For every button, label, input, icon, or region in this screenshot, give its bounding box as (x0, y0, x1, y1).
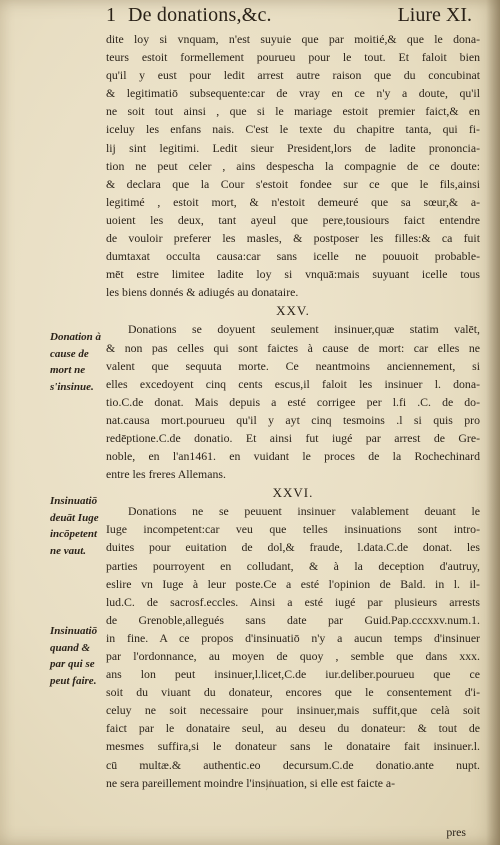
text-line: cū multæ.& authentic.eo decursum.C.de donatio.ante nupt. (106, 757, 480, 772)
text-line: Donations ne se peuuent insinuer valablement deuant le (128, 504, 480, 519)
text-line: redēptione.C.de donatio. Et ainsi fut iugé par arrest de Gre- (106, 430, 480, 445)
text-line: teurs estoit formellement pourueu pour le tout. Et faloit bien (106, 50, 480, 65)
text-line: eslire vn Iuge à leur poste.Ce a esté l'opinion de Bald. in l. il- (106, 576, 480, 591)
page-number: 1 (106, 4, 116, 26)
text-line: ne sera pareillement moindre l'insinuation, si elle est faicte a- (106, 775, 396, 790)
text-body (106, 30, 480, 792)
text-line: legitimé , estoit mort, & n'estoit demeuré que sa sœur,& a- (106, 194, 480, 209)
paragraph-block (106, 320, 480, 483)
text-line: mēt estre limitee ladite loy si vnquā:mais suyuant icelle tous (106, 267, 480, 282)
text-line: de Grenoble,allegués sans date par Guid.Pap.cccxxv.num.1. (106, 612, 480, 627)
text-line: parties pourroyent en colludant, & à la deception d'autruy, (106, 558, 480, 573)
text-line: tion ne peut celer , ains despescha la compagnie de ce doute: (106, 158, 480, 173)
text-line: & legitimatiō subsequente:car de vray en ce n'y a doute, qu'il (106, 86, 480, 101)
text-line: elles excedoyent cinq cents escus,il faloit les insinuer l. dona- (106, 376, 480, 391)
paragraph-block (106, 502, 480, 792)
section-heading-xxv: XXV. (276, 303, 310, 319)
text-line: & declara que la Cour s'estoit fondee sur ce que le fils,ainsi (106, 176, 480, 191)
text-line: qu'il y eust pour ledit arrest autre raison que du concubinat (106, 68, 480, 83)
text-line: de vouloir preferer les masles, & postposer les filles:& ca fuit (106, 231, 480, 246)
text-line: lij sint legitimi. Ledit sieur President,lors de ladite prononcia- (106, 140, 480, 155)
text-line: nat.causa mort.pourueu qu'il y ayt cinq tesmoins .l si quis pro (106, 412, 480, 427)
running-title: De donations,&c. (128, 4, 272, 26)
margin-note: Insinuatiō deuāt Iuge incōpetent ne vaut. (50, 495, 99, 557)
text-line: ans lon peut insinuer,l.licet,C.de iur.deliber.pourueu que ce (106, 667, 480, 682)
text-line: iceluy les enfans nais. C'est le texte du chapitre tanta, qui fi- (106, 122, 480, 137)
text-line: mesmes suffira,si le donateur sans le donataire fait insinuer.l. (106, 739, 480, 754)
text-line: soit du viuant du donateur, encores que le consentement d'i- (106, 685, 480, 700)
text-line: dite loy si vnquam, n'est suyuie que par moitié,& que le dona- (106, 32, 480, 46)
text-line: & non pas celles qui sont faictes à cause de mort: car elles ne (106, 340, 480, 355)
book-number: Liure XI. (397, 4, 472, 26)
text-line: Donations se doyuent seulement insinuer,quæ statim valēt, (128, 322, 480, 337)
text-line: faict par le donataire seul, au deseu du donateur: & tout de (106, 721, 480, 736)
section-heading-xxvi: XXVI. (272, 485, 314, 501)
text-line: in fine. A ce propos d'insinuatiō n'y a aucun temps d'insinuer (106, 630, 480, 645)
text-line: uoient les deux, tant ayeul que pere,tousiours faict entendre (106, 212, 480, 227)
text-line: dumtaxat occulta causa:car sans icelle ne pouuoit probable- (106, 249, 480, 264)
text-line: les biens donnés & adiugés au donataire. (106, 285, 299, 300)
catchword: pres (446, 825, 466, 839)
text-line: Iuge incompetent:car veu que telles insinuations sont intro- (106, 522, 480, 537)
text-line: noble, en l'an1461. en vuidant le proces de la Rochechinard (106, 449, 480, 464)
text-line: tio.C.de donat. Mais depuis a esté corrigee per l.fi .C. de do- (106, 394, 480, 409)
running-head (106, 4, 472, 28)
paragraph-block (106, 30, 480, 301)
text-line: entre les freres Allemans. (106, 467, 226, 482)
margin-note: Insinuatiō quand & par qui se peut faire. (50, 625, 98, 687)
text-line: celuy ne soit necessaire pour insinuer,mais suffit,que celà soit (106, 703, 480, 718)
text-line: lud.C. de sacrosf.eccles. Ainsi a esté iugé par plusieurs arrests (106, 594, 480, 609)
text-line: duites pour euitation de dol,& fraude, l.data.C.de donat. les (106, 540, 480, 555)
margin-note: Donation à cause de mort ne s'insinue. (50, 331, 102, 393)
text-line: par l'ordonnance, au moyen de quoy , semble que dans xxx. (106, 649, 480, 663)
text-line: valent que sequuta morte. Ce neantmoins anciennement, si (106, 358, 480, 373)
text-line: ne soit tout ainsi , que si le mariage estoit premier faict,& en (106, 104, 480, 119)
